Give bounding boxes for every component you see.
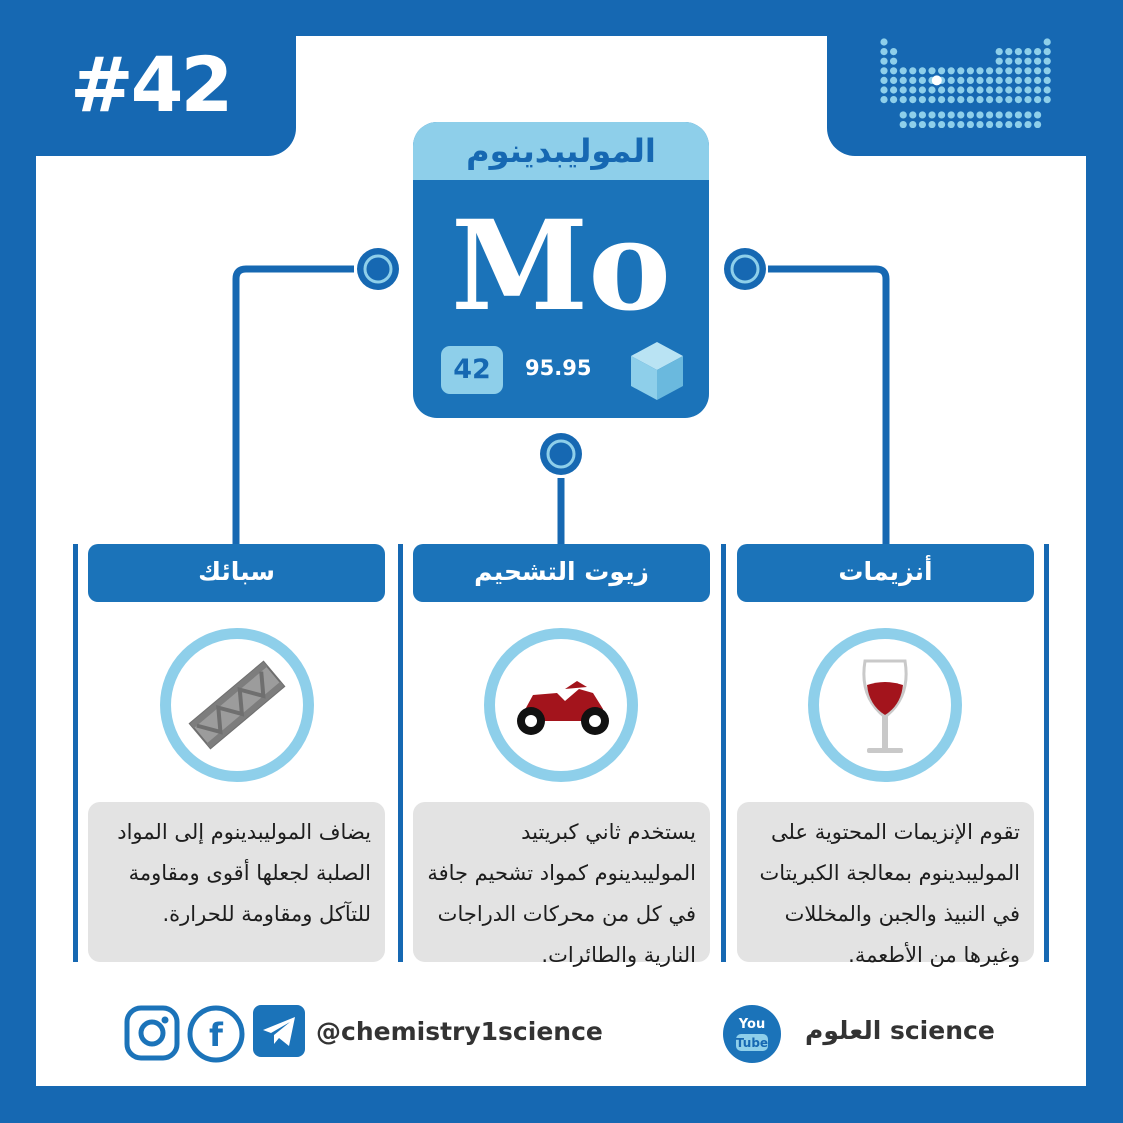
- description-lubricants: يستخدم ثاني كبريتيد الموليبدينوم كمواد تشحيم جافة في كل من محركات الدراجات النارية والطائرات.: [413, 802, 710, 962]
- telegram-icon[interactable]: [253, 1005, 305, 1057]
- icon-circle-enzymes: [808, 628, 962, 782]
- wine-glass-icon: [819, 639, 951, 771]
- icon-circle-lubricants: [484, 628, 638, 782]
- element-name: الموليبدينوم: [413, 122, 709, 180]
- connector-node-left: [357, 248, 399, 290]
- connector-node-bottom: [540, 433, 582, 475]
- youtube-icon-line1: You: [738, 1017, 766, 1032]
- youtube-icon-line2: Tube: [735, 1036, 769, 1050]
- description-enzymes: تقوم الإنزيمات المحتوية على الموليبدينوم بمعالجة الكبريتات في النبيذ والجبن والمخللات وغيرها من الأطعمة.: [737, 802, 1034, 962]
- atomic-number: 42: [441, 346, 503, 394]
- motorcycle-icon: [495, 639, 627, 771]
- column-header-alloys: سبائك: [88, 544, 385, 602]
- youtube-icon[interactable]: [722, 1004, 782, 1064]
- atomic-mass: 95.95: [525, 356, 592, 380]
- steel-beam-icon: [171, 639, 303, 771]
- social-handle[interactable]: @chemistry1science: [316, 1017, 603, 1046]
- element-card: [413, 122, 709, 418]
- element-number-badge: #42: [70, 40, 231, 129]
- cube-icon: [629, 340, 685, 402]
- icon-circle-alloys: [160, 628, 314, 782]
- youtube-channel-name[interactable]: العلوم science: [805, 1016, 995, 1045]
- facebook-icon[interactable]: [187, 1005, 245, 1063]
- description-alloys: يضاف الموليبدينوم إلى المواد الصلبة لجعلها أقوى ومقاومة للتآكل ومقاومة للحرارة.: [88, 802, 385, 962]
- svg-text:f: f: [209, 1016, 223, 1054]
- instagram-icon[interactable]: [124, 1005, 180, 1061]
- column-header-enzymes: أنزيمات: [737, 544, 1034, 602]
- column-header-lubricants: زيوت التشحيم: [413, 544, 710, 602]
- connector-node-right: [724, 248, 766, 290]
- element-symbol: Mo: [451, 194, 671, 339]
